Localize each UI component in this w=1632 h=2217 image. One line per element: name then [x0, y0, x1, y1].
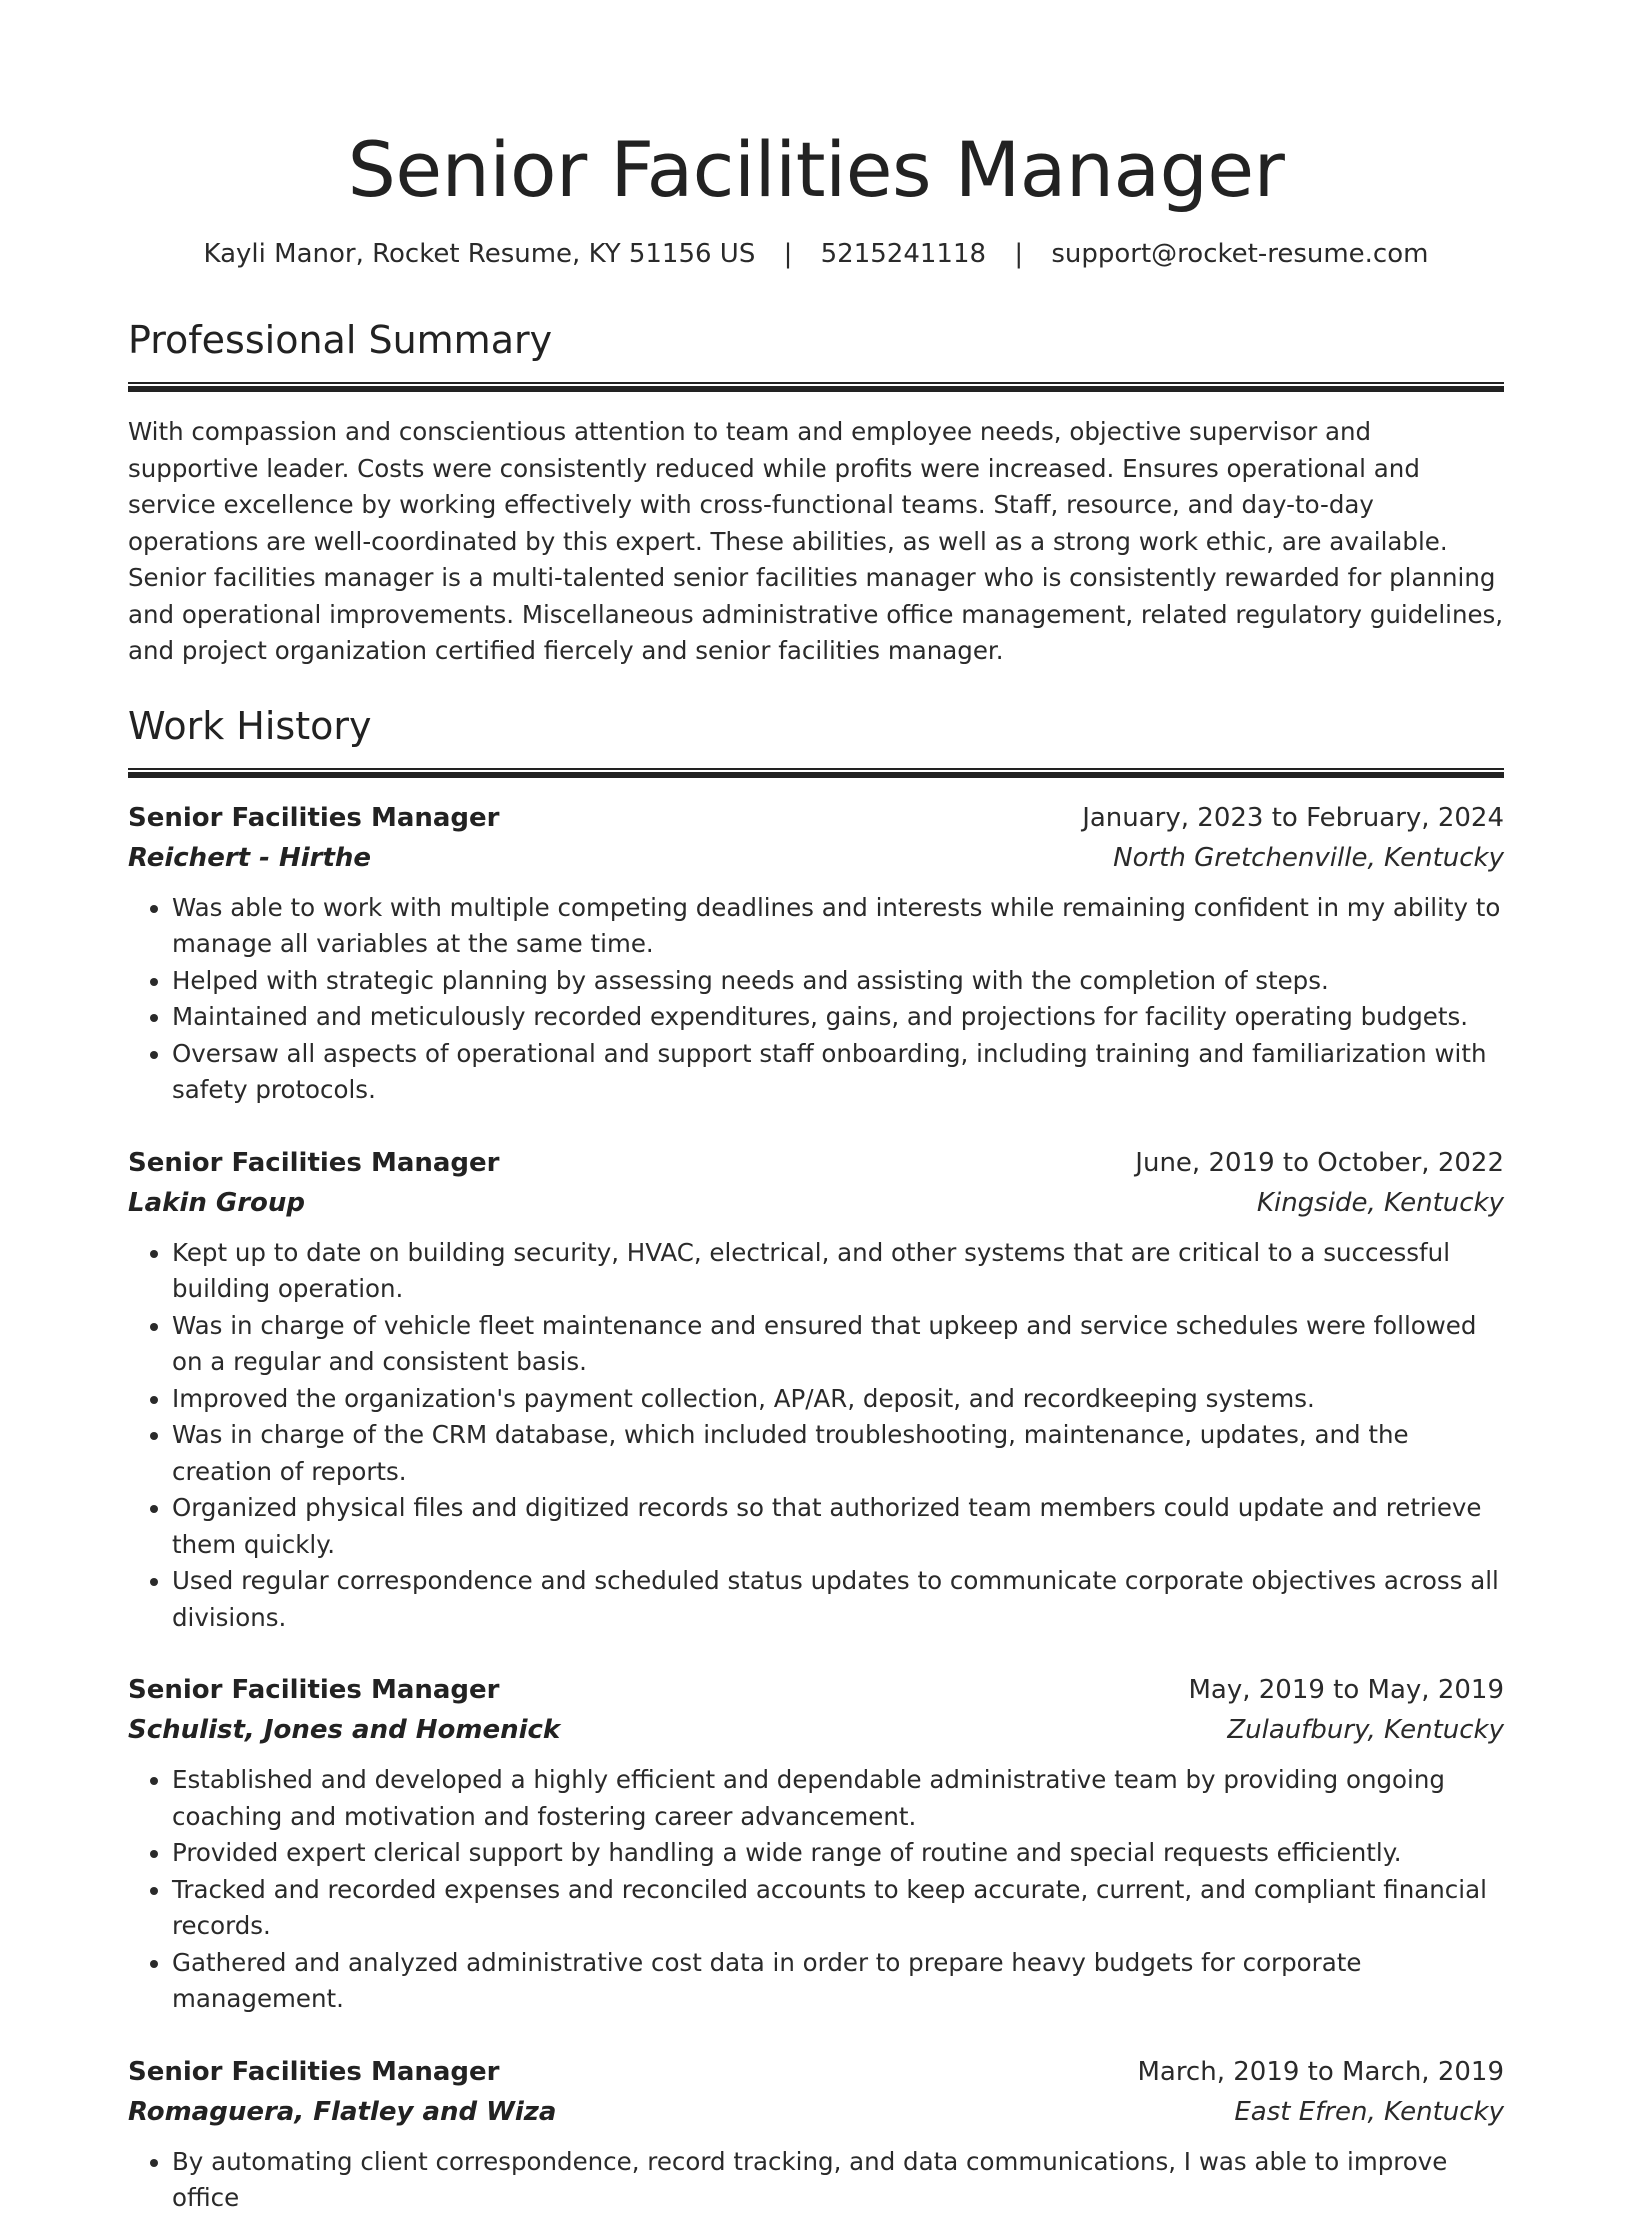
section-heading-summary: Professional Summary — [128, 318, 553, 362]
job-entry — [128, 798, 1504, 1109]
job-entry — [128, 2052, 1504, 2217]
job-bullet-list — [128, 1235, 1504, 1637]
job-bullet: • Improved the organization's payment collection, AP/AR, deposit, and recordkeeping systems. — [172, 1381, 1504, 1418]
work-history-section — [128, 700, 1504, 2217]
job-location: Zulaufbury, Kentucky — [1227, 1715, 1504, 1745]
job-bullet: • Established and developed a highly efficient and dependable administrative team by providing ongoing coaching and motivation and fostering career advancement. — [172, 1762, 1504, 1835]
job-location: East Efren, Kentucky — [1234, 2096, 1504, 2127]
section-heading-work-history: Work History — [128, 703, 372, 748]
job-company: Lakin Group — [128, 1187, 306, 1218]
job-title: Senior Facilities Manager — [128, 802, 500, 833]
job-header-row — [128, 1670, 1504, 1710]
job-location: Kingside, Kentucky — [1256, 1187, 1504, 1218]
contact-email: support@rocket-resume.com — [1051, 239, 1429, 269]
job-company: Schulist, Jones and Homenick — [128, 1715, 561, 1745]
job-bullet: • Kept up to date on building security, HVAC, electrical, and other systems that are critical to a successful building operation. — [172, 1235, 1504, 1308]
resume-title: Senior Facilities Manager — [347, 125, 1285, 214]
job-bullet-list — [128, 2144, 1504, 2217]
job-bullet-list — [128, 890, 1504, 1109]
job-dates: May, 2019 to May, 2019 — [1188, 1675, 1504, 1705]
contact-line — [128, 236, 1504, 272]
contact-separator: | — [1014, 239, 1024, 269]
job-company: Romaguera, Flatley and Wiza — [128, 2096, 557, 2127]
job-bullet: • Organized physical files and digitized records so that authorized team members could update and retrieve them quickly. — [172, 1490, 1504, 1563]
job-dates: June, 2019 to October, 2022 — [1135, 1147, 1504, 1178]
job-title: Senior Facilities Manager — [128, 1675, 500, 1705]
job-header-row — [128, 798, 1504, 838]
job-company: Reichert - Hirthe — [128, 842, 372, 873]
professional-summary-section — [128, 314, 1504, 670]
job-bullet: • Oversaw all aspects of operational and support staff onboarding, including training and familiarization with safety protocols. — [172, 1036, 1504, 1109]
job-subheader-row — [128, 2092, 1504, 2132]
job-bullet: • Helped with strategic planning by assessing needs and assisting with the completion of steps. — [172, 963, 1504, 1000]
job-header-row — [128, 2052, 1504, 2092]
section-divider — [128, 382, 1504, 392]
contact-phone: 5215241118 — [820, 239, 987, 269]
job-dates: January, 2023 to February, 2024 — [1082, 802, 1504, 833]
job-subheader-row — [128, 838, 1504, 878]
job-subheader-row — [128, 1183, 1504, 1223]
job-header-row — [128, 1143, 1504, 1183]
job-bullet: • Gathered and analyzed administrative cost data in order to prepare heavy budgets for corporate management. — [172, 1945, 1504, 2018]
job-title: Senior Facilities Manager — [128, 2056, 500, 2087]
job-bullet: • Used regular correspondence and scheduled status updates to communicate corporate objectives across all divisions. — [172, 1563, 1504, 1636]
job-entry — [128, 1670, 1504, 2018]
job-bullet-list — [128, 1762, 1504, 2018]
job-title: Senior Facilities Manager — [128, 1147, 500, 1178]
contact-address: Kayli Manor, Rocket Resume, KY 51156 US — [203, 239, 756, 269]
job-bullet: • Provided expert clerical support by handling a wide range of routine and special requests efficiently. — [172, 1835, 1504, 1872]
job-bullet: • Maintained and meticulously recorded expenditures, gains, and projections for facility operating budgets. — [172, 999, 1504, 1036]
contact-separator: | — [783, 239, 793, 269]
summary-text: With compassion and conscientious attention to team and employee needs, objective supervisor and supportive leader. Costs were consistently reduced while profits were increased. Ensures operational and service excellence by working effectively with cross-functional teams. Staff, resource, and day-to-day operations are well-coordinated by this expert. These abilities, as well as a strong work ethic, are available. Senior facilities manager is a multi-talented senior facilities manager who is consistently rewarded for planning and operational improvements. Miscellaneous administrative office management, related regulatory guidelines, and project organization certified fiercely and senior facilities manager. — [128, 417, 1504, 665]
job-entry — [128, 1143, 1504, 1637]
section-divider — [128, 768, 1504, 778]
job-bullet: • Was in charge of the CRM database, which included troubleshooting, maintenance, updates, and the creation of reports. — [172, 1417, 1504, 1490]
job-dates: March, 2019 to March, 2019 — [1137, 2056, 1504, 2087]
job-subheader-row — [128, 1710, 1504, 1750]
job-bullet: • Was able to work with multiple competing deadlines and interests while remaining confident in my ability to manage all variables at the same time. — [172, 890, 1504, 963]
job-bullet: • Tracked and recorded expenses and reconciled accounts to keep accurate, current, and compliant financial records. — [172, 1872, 1504, 1945]
job-bullet: • By automating client correspondence, record tracking, and data communications, I was able to improve office — [172, 2144, 1504, 2217]
job-bullet: • Was in charge of vehicle fleet maintenance and ensured that upkeep and service schedules were followed on a regular and consistent basis. — [172, 1308, 1504, 1381]
job-location: North Gretchenville, Kentucky — [1113, 842, 1504, 873]
